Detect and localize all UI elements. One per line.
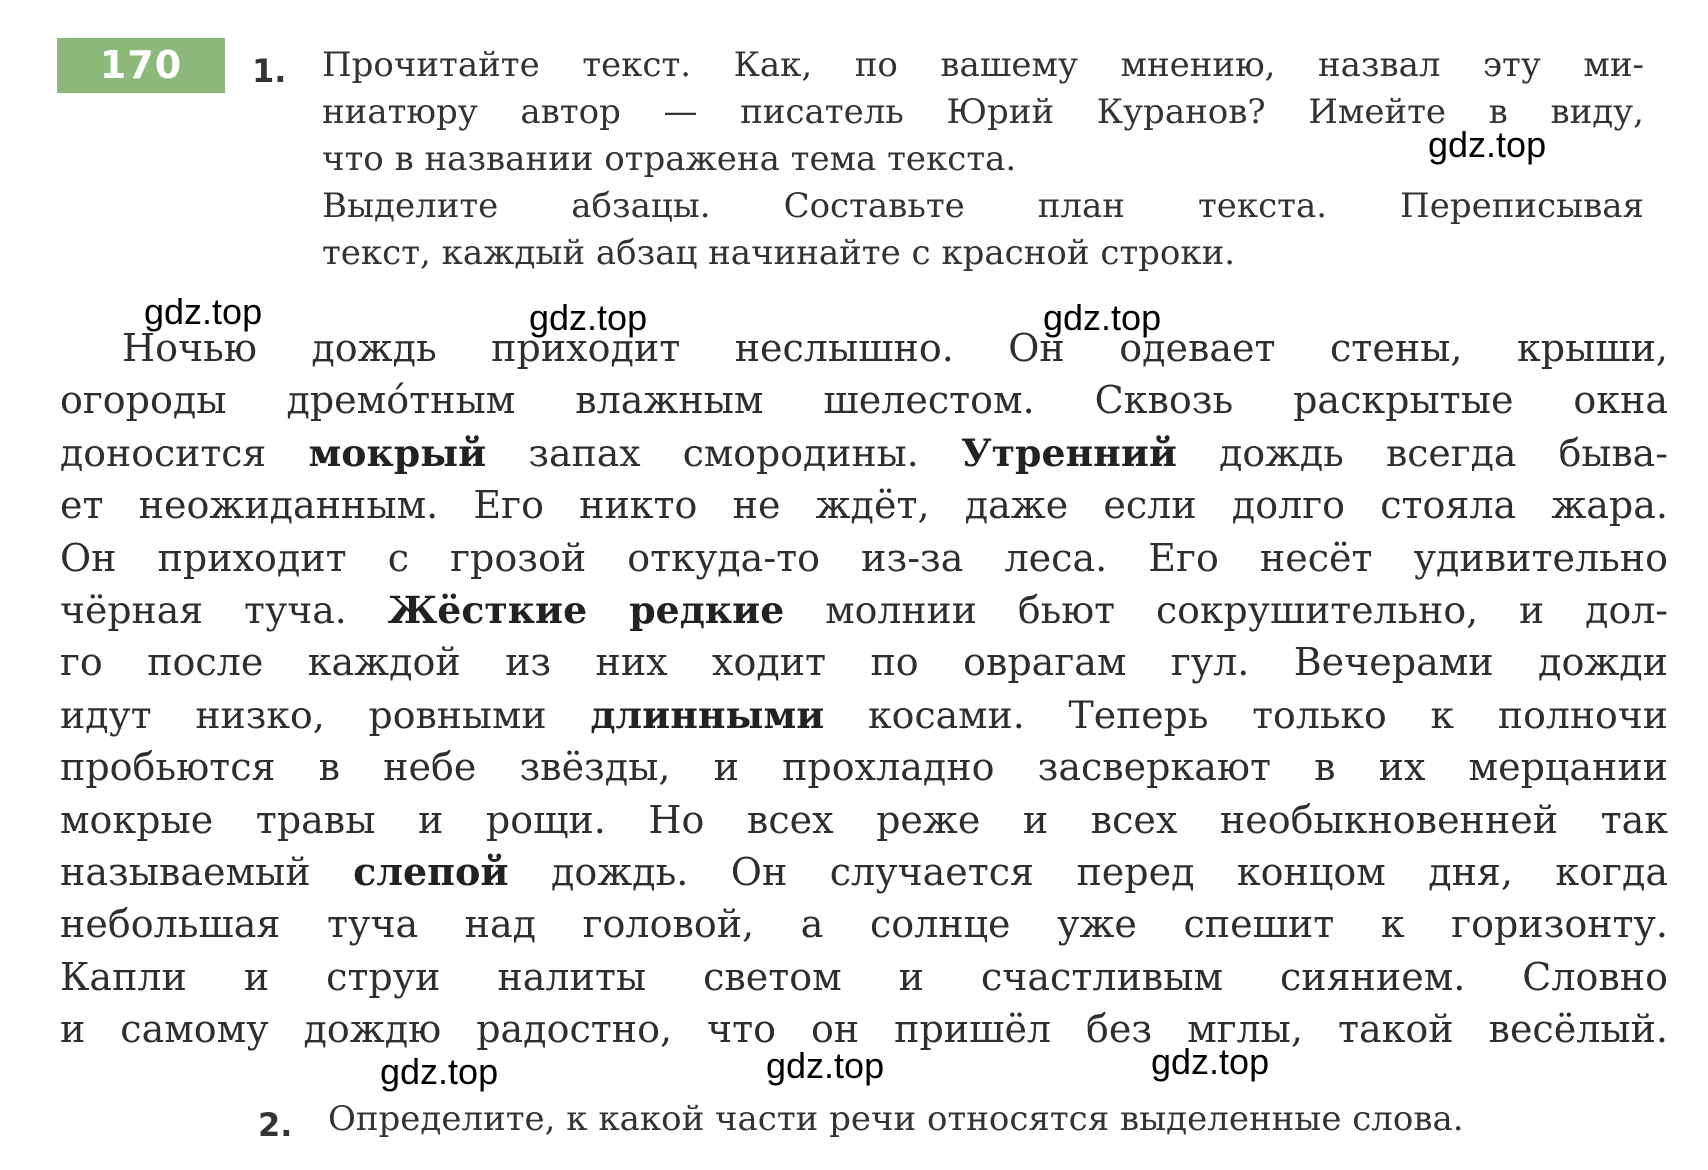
task-1-line: Прочитайте текст. Как, по вашему мнению, назвал эту ми- (322, 45, 1644, 85)
task-1-number: 1. (252, 52, 287, 90)
watermark: gdz.top (380, 1051, 499, 1092)
task-1-line: текст, каждый абзац начинайте с красной строки. (322, 233, 1236, 273)
watermark: gdz.top (144, 291, 263, 332)
text-line: огороды дремо́тным влажным шелестом. Сквозь раскрытые окна (60, 378, 1668, 423)
text-line: и самому дождю радостно, что он пришёл без мглы, такой весёлый. (60, 1007, 1668, 1052)
watermark: gdz.top (529, 297, 648, 338)
watermark: gdz.top (1151, 1041, 1270, 1082)
text-line: го после каждой из них ходит по оврагам гул. Вечерами дожди (60, 640, 1668, 685)
watermark: gdz.top (1428, 124, 1547, 165)
text-line: Он приходит с грозой откуда-то из-за леса. Его несёт удивительно (60, 535, 1668, 580)
text-line: пробьются в небе звёзды, и прохладно засверкают в их мерцании (60, 745, 1668, 790)
watermark: gdz.top (766, 1045, 885, 1086)
highlighted-word: слепой (353, 848, 509, 894)
text-fragment: дождь всегда быва- (1176, 430, 1668, 475)
text-fragment: запах смородины. (486, 430, 961, 475)
task-1-line: Выделите абзацы. Составьте план текста. Переписывая (322, 186, 1644, 226)
text-line (60, 427, 1668, 479)
text-fragment: доносится (60, 430, 309, 475)
highlighted-word: Утренний (960, 430, 1177, 475)
highlighted-word: Жёсткие редкие (387, 587, 785, 632)
watermark: gdz.top (1043, 297, 1162, 338)
text-line: мокрые травы и рощи. Но всех реже и всех необыкновенней так (60, 797, 1668, 842)
text-line (60, 846, 1668, 898)
text-fragment: чёрная туча. (60, 587, 388, 632)
text-line: небольшая туча над головой, а солнце уже спешит к горизонту. (60, 902, 1668, 947)
highlighted-word: мокрый (308, 430, 487, 475)
task-2-number: 2. (258, 1106, 293, 1144)
text-line: Ночью дождь приходит неслышно. Он одевает стены, крыши, (122, 326, 1668, 370)
text-fragment: называемый (60, 849, 354, 894)
task-2-instructions: Определите, к какой части речи относятся выделенные слова. (328, 1099, 1464, 1139)
task-1-line: ниатюру автор — писатель Юрий Куранов? Имейте в виду, (322, 92, 1644, 132)
text-fragment: косами. Теперь только к полночи (824, 692, 1668, 737)
reading-text (60, 322, 1668, 1055)
task-1-line: что в названии отражена тема текста. (322, 139, 1017, 179)
exercise-number-badge: 170 (57, 38, 225, 93)
text-line (60, 584, 1668, 636)
text-fragment: молнии бьют сокрушительно, и дол- (784, 587, 1668, 632)
highlighted-word: длинными (590, 692, 825, 737)
text-line: ет неожиданным. Его никто не ждёт, даже если долго стояла жара. (60, 483, 1668, 528)
text-fragment: идут низко, ровными (60, 692, 591, 737)
text-fragment: дождь. Он случается перед концом дня, когда (508, 849, 1668, 894)
text-line: Капли и струи налиты светом и счастливым сиянием. Словно (60, 954, 1668, 999)
text-line (60, 689, 1668, 741)
